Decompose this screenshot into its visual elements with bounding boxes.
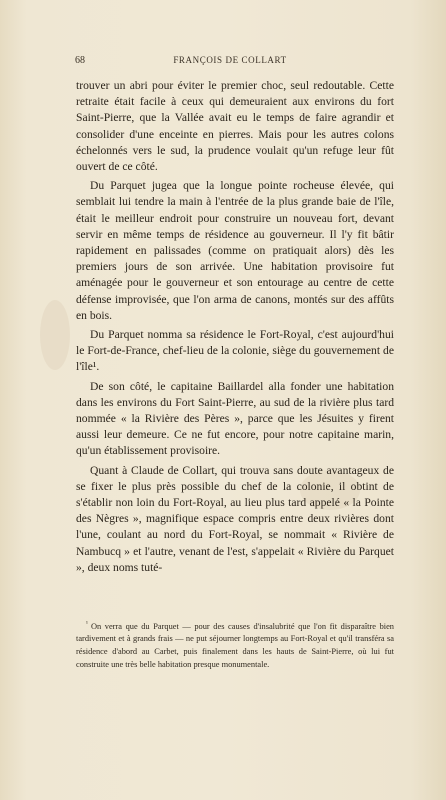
paragraph: trouver un abri pour éviter le premier choc, seul redoutable. Cette retraite était facile à ceux qui demeuraient aux environs du fort Saint-Pierre, que la Vallée avait eu le temps de faire agrandir et consolider d'une enceinte en pierres. Mais pour les autres colons échelonnés vers le sud, la prudence voulait qu'un refuge leur fût ouvert de ce côté. bbox=[76, 79, 394, 174]
paper-stain bbox=[40, 300, 70, 370]
footnote-text: On verra que du Parquet — pour des causes d'insalubrité que l'on fit disparaître bien tardivement et à grands frais — ne put séjourner longtemps au Fort-Royal et qu'il transféra sa résidence d'abord au Carbet, puis finalement dans les hauts de Saint-Pierre, où lui fut construite une très belle habitation presque monumentale. bbox=[76, 621, 394, 669]
paragraph: Du Parquet jugea que la longue pointe rocheuse élevée, qui semblait lui tendre la main à l'entrée de la plus grande baie de l'île, était le meilleur endroit pour construire un nouveau fort, devant servir en même temps de résidence au gouverneur. Il l'y fit bâtir rapidement en palissades (comme on pratiquait alors) dès les premiers jours de son arrivée. Une habitation provisoire fut aménagée pour le gouverneur et son entourage au centre de cette défense improvisée, que l'on arma de canons, montés sur des affûts en bois. bbox=[76, 179, 394, 322]
paragraph: Quant à Claude de Collart, qui trouva sans doute avantageux de se fixer le plus près possible du chef de la colonie, il obtint de s'établir non loin du Fort-Royal, au lieu plus tard appelé « la Pointe des Nègres », magnifique espace compris entre deux rivières dont l'une, coulant au nord du Fort-Royal, se nommait « Rivière de Nambucq » et l'autre, venant de l'est, s'appelait « Rivière du Parquet », deux noms tuté- bbox=[76, 463, 394, 574]
footnote bbox=[76, 618, 394, 671]
page-header bbox=[64, 55, 396, 71]
page-number: 68 bbox=[75, 55, 85, 66]
footnotes bbox=[76, 618, 394, 671]
body-text bbox=[76, 78, 394, 579]
paragraph: Du Parquet nomma sa résidence le Fort-Royal, c'est aujourd'hui le Fort-de-France, chef-lieu de la colonie, siège du gouvernement de l'île¹. bbox=[76, 328, 394, 374]
paragraph: De son côté, le capitaine Baillardel alla fonder une habitation dans les environs du Fort Saint-Pierre, au sud de la rivière plus tard nommée « la Rivière des Pères », parce que les Jésuites y firent aussi leur demeure. Ce ne fut encore, pour notre capitaine marin, qu'un établissement provisoire. bbox=[76, 379, 394, 458]
footnote-mark: ¹ bbox=[86, 620, 88, 627]
running-head: FRANÇOIS DE COLLART bbox=[173, 55, 287, 65]
